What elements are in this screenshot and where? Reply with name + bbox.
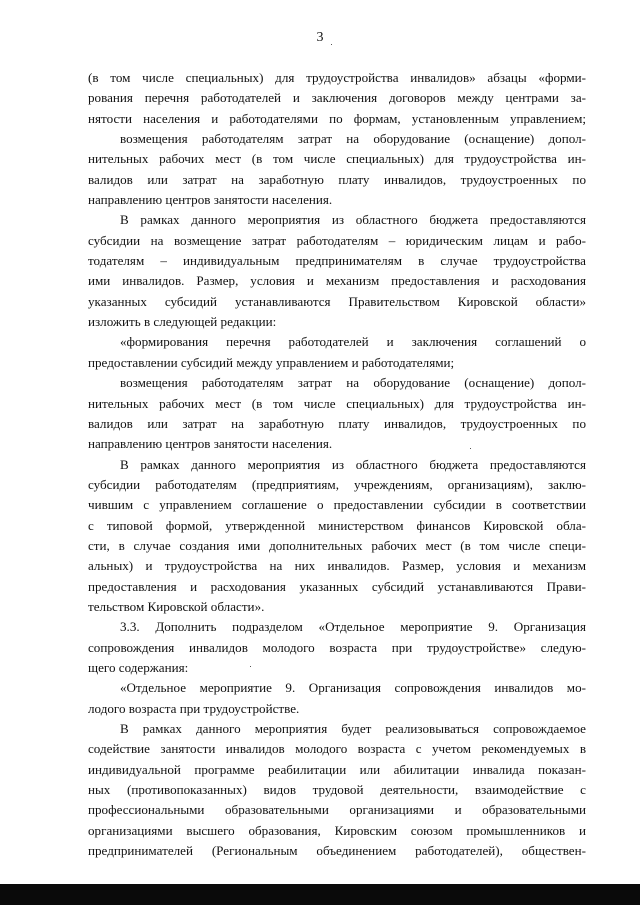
text-line: профессиональными образовательными организациями и образовательными [88,802,586,818]
text-line: альных) и трудоустройства на них инвалидов. Размер, условия и механизм [88,558,586,574]
text-line: «формирования перечня работодателей и заключения соглашений о [120,334,586,350]
text-line: с типовой формой, утвержденной министерством финансов Кировской обла- [88,517,586,533]
text-line: лодого возраста при трудоустройстве. [88,700,300,716]
text-line: предоставления и расходования указанных субсидий устанавливаются Прави- [88,578,586,594]
text-line: валидов или затрат на заработную плату инвалидов, трудоустроенных по [88,171,586,187]
text-line: субсидии на возмещение затрат работодателям – юридическим лицам и рабо- [88,232,586,248]
text-line: предпринимателей (Региональным объединением работодателей), обществен- [88,843,586,859]
text-line: нительных рабочих мест (в том числе специальных) для трудоустройства ин- [88,395,586,411]
text-line: указанных субсидий устанавливаются Правительством Кировской области» [88,293,586,309]
text-line: 3.3. Дополнить подразделом «Отдельное мероприятие 9. Организация [120,619,586,635]
text-line: чившим с управлением соглашение о предоставлении субсидии в соответствии [88,497,586,513]
text-line: направлению центров занятости населения. [88,436,333,452]
text-line: ных (противопоказанных) видов трудовой деятельности, взаимодействие с [88,782,586,798]
text-line: валидов или затрат на заработную плату инвалидов, трудоустроенных по [88,415,586,431]
scan-speck [470,448,471,449]
text-line: щего содержания: [88,659,189,675]
text-line: нительных рабочих мест (в том числе специальных) для трудоустройства ин- [88,151,586,167]
text-line: В рамках данного мероприятия будет реализовываться сопровождаемое [120,721,586,736]
text-line: (в том числе специальных) для трудоустройства инвалидов» абзацы «форми- [88,70,586,85]
text-line: В рамках данного мероприятия из областного бюджета предоставляются [120,212,586,228]
text-line: сти, в случае создания ими дополнительных рабочих мест (в том числе специ- [88,537,586,553]
text-line: возмещения работодателям затрат на оборудование (оснащение) допол- [120,131,586,147]
text-line: ими инвалидов. Размер, условия и механизм предоставления и расходования [88,273,586,289]
scan-speck [250,666,251,667]
text-line: рования перечня работодателей и заключения договоров между центрами за- [88,90,586,106]
document-body-text [88,68,586,861]
text-line: возмещения работодателям затрат на оборудование (оснащение) допол- [120,375,586,391]
text-line: содействие занятости инвалидов молодого возраста с учетом рекомендуемых в [88,741,586,757]
text-line: субсидии работодателям (предприятиям, учреждениям, организациям), заклю- [88,476,586,492]
text-line: тодателям – индивидуальным предпринимателям в случае трудоустройства [88,253,586,269]
text-line: сопровождения инвалидов молодого возраста при трудоустройстве» следую- [88,639,586,655]
text-line: изложить в следующей редакции: [88,314,277,330]
text-line: индивидуальной программе реабилитации или абилитации инвалида показан- [88,761,586,777]
page-number: 3 [316,30,324,45]
text-line: нятости населения и работодателями по формам, установленным управлением; [88,110,586,126]
text-line: организациями высшего образования, Кировским союзом промышленников и [88,822,586,838]
scan-edge-bar [0,884,640,905]
text-line: В рамках данного мероприятия из областного бюджета предоставляются [120,456,586,472]
text-line: «Отдельное мероприятие 9. Организация сопровождения инвалидов мо- [120,680,586,696]
text-line: тельством Кировской области». [88,598,265,614]
text-line: направлению центров занятости населения. [88,192,333,208]
scan-speck [331,44,332,45]
text-line: предоставлении субсидий между управлением и работодателями; [88,354,455,370]
